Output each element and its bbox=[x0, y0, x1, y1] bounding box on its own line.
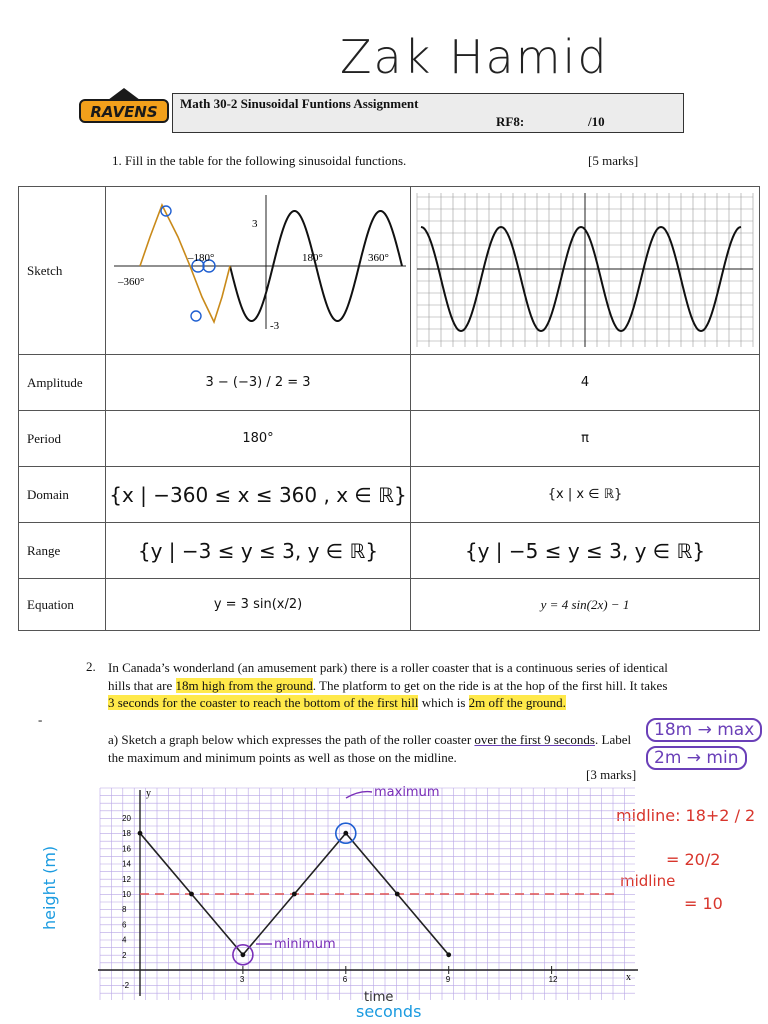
highlight-max: 18m high from the ground bbox=[175, 677, 313, 693]
student-name: Zak Hamid bbox=[340, 30, 609, 84]
y-tick-label: 8 bbox=[122, 905, 127, 915]
coaster-graph bbox=[60, 784, 650, 1016]
row-label-period: Period bbox=[19, 411, 106, 467]
x-tick-label: 9 bbox=[445, 975, 451, 984]
midline-calc-2: = 20/2 bbox=[666, 850, 721, 869]
x-axis-title-seconds: seconds bbox=[356, 1002, 422, 1021]
question-2-text: In Canada’s wonderland (an amusement park) there is a roller coaster that is a continuous series of identical hills that are 18m high from the ground. The platform to get on the ride is at the hop of the first hill. It takes 3 seconds for the coaster to reach the bottom of the first hill which is 2m off the ground. bbox=[108, 660, 668, 710]
question-2a-text: a) Sketch a graph below which expresses the path of the roller coaster over the first 9 seconds. Label the maximum and minimum points as well as those on the midline. bbox=[108, 732, 632, 765]
y-axis-letter: y bbox=[146, 788, 151, 799]
y-tick-label: 18 bbox=[122, 829, 131, 839]
data-point bbox=[138, 831, 143, 836]
row-label-equation: Equation bbox=[19, 579, 106, 631]
period-1: 180° bbox=[106, 411, 411, 467]
data-point bbox=[446, 952, 451, 957]
midline-label: midline bbox=[620, 872, 676, 890]
equation-2: y = 4 sin(2x) − 1 bbox=[411, 579, 760, 631]
y-axis-title: height (m) bbox=[40, 845, 59, 930]
raven-head-icon bbox=[108, 88, 140, 100]
x-tick-label: 3 bbox=[239, 975, 245, 984]
assignment-title: Math 30-2 Sinusoidal Funtions Assignment bbox=[180, 96, 419, 111]
x-axis-letter: x bbox=[626, 972, 631, 983]
min-note: 2m → min bbox=[646, 746, 747, 770]
domain-1: {x | −360 ≤ x ≤ 360 , x ∈ ℝ} bbox=[106, 467, 411, 523]
x-label-360: 360° bbox=[368, 252, 389, 264]
data-point bbox=[292, 892, 297, 897]
range-1: {y | −3 ≤ y ≤ 3, y ∈ ℝ} bbox=[106, 523, 411, 579]
y-tick-label: 6 bbox=[122, 920, 127, 930]
y-tick-label: 12 bbox=[122, 874, 131, 884]
highlight-time: 3 seconds for the coaster to reach the bottom of the first hill bbox=[108, 695, 419, 710]
sketch-graph-1 bbox=[106, 187, 410, 350]
neg-amp-label: -3 bbox=[270, 320, 280, 332]
x-label-180: 180° bbox=[302, 252, 323, 264]
y-tick-label: 16 bbox=[122, 844, 131, 854]
x-axis-title-time: time bbox=[364, 990, 394, 1005]
stray-bullet: - bbox=[38, 712, 43, 727]
question-2-marks: [3 marks] bbox=[586, 767, 637, 782]
row-label-amplitude: Amplitude bbox=[19, 355, 106, 411]
function-table bbox=[18, 186, 760, 631]
logo-text: RAVENS bbox=[90, 103, 158, 121]
range-2: {y | −5 ≤ y ≤ 3, y ∈ ℝ} bbox=[411, 523, 760, 579]
score-total: /10 bbox=[588, 114, 605, 129]
y-tick-label: 20 bbox=[122, 814, 131, 823]
row-label-domain: Domain bbox=[19, 467, 106, 523]
data-point bbox=[395, 892, 400, 897]
x-label-neg360: –360° bbox=[118, 276, 145, 288]
minimum-label: minimum bbox=[274, 937, 336, 952]
data-point bbox=[343, 831, 348, 836]
amplitude-1: 3 − (−3) / 2 = 3 bbox=[106, 355, 411, 411]
row-label-sketch: Sketch bbox=[19, 187, 106, 355]
y-tick-label: 4 bbox=[122, 935, 127, 945]
x-label-neg180: –180° bbox=[188, 252, 215, 264]
y-tick-label: 2 bbox=[122, 950, 127, 960]
highlight-min: 2m off the ground. bbox=[468, 695, 566, 710]
sketch-cell-2 bbox=[411, 187, 760, 355]
sketch-cell-1 bbox=[106, 187, 411, 355]
row-label-range: Range bbox=[19, 523, 106, 579]
y-tick-label: 14 bbox=[122, 859, 131, 869]
y-tick-label: 10 bbox=[122, 890, 131, 899]
amplitude-2: 4 bbox=[411, 355, 760, 411]
data-point bbox=[241, 952, 246, 957]
maximum-label: maximum bbox=[374, 785, 440, 800]
question-1-prompt: 1. Fill in the table for the following sinusoidal functions. bbox=[112, 153, 407, 168]
outcome-code: RF8: bbox=[496, 114, 525, 129]
equation-1: y = 3 sin(x/2) bbox=[106, 579, 411, 631]
period-2: π bbox=[411, 411, 760, 467]
question-1-marks: [5 marks] bbox=[588, 153, 639, 168]
midline-calc-3: = 10 bbox=[684, 894, 723, 913]
x-tick-label: 6 bbox=[342, 975, 348, 984]
data-point bbox=[189, 892, 194, 897]
ravens-logo bbox=[78, 86, 170, 126]
max-arrow bbox=[346, 792, 372, 798]
amp-label: 3 bbox=[252, 218, 258, 230]
underlined-9-seconds: over the first 9 seconds bbox=[474, 732, 595, 747]
midline-calc-1: midline: 18+2 / 2 bbox=[616, 806, 756, 825]
max-note: 18m → max bbox=[646, 718, 762, 742]
sketch-graph-2 bbox=[411, 187, 759, 350]
domain-2: {x | x ∈ ℝ} bbox=[411, 467, 760, 523]
x-tick-label: 12 bbox=[548, 975, 558, 984]
question-2-number: 2. bbox=[86, 659, 96, 674]
y-tick-label: -2 bbox=[122, 981, 130, 991]
